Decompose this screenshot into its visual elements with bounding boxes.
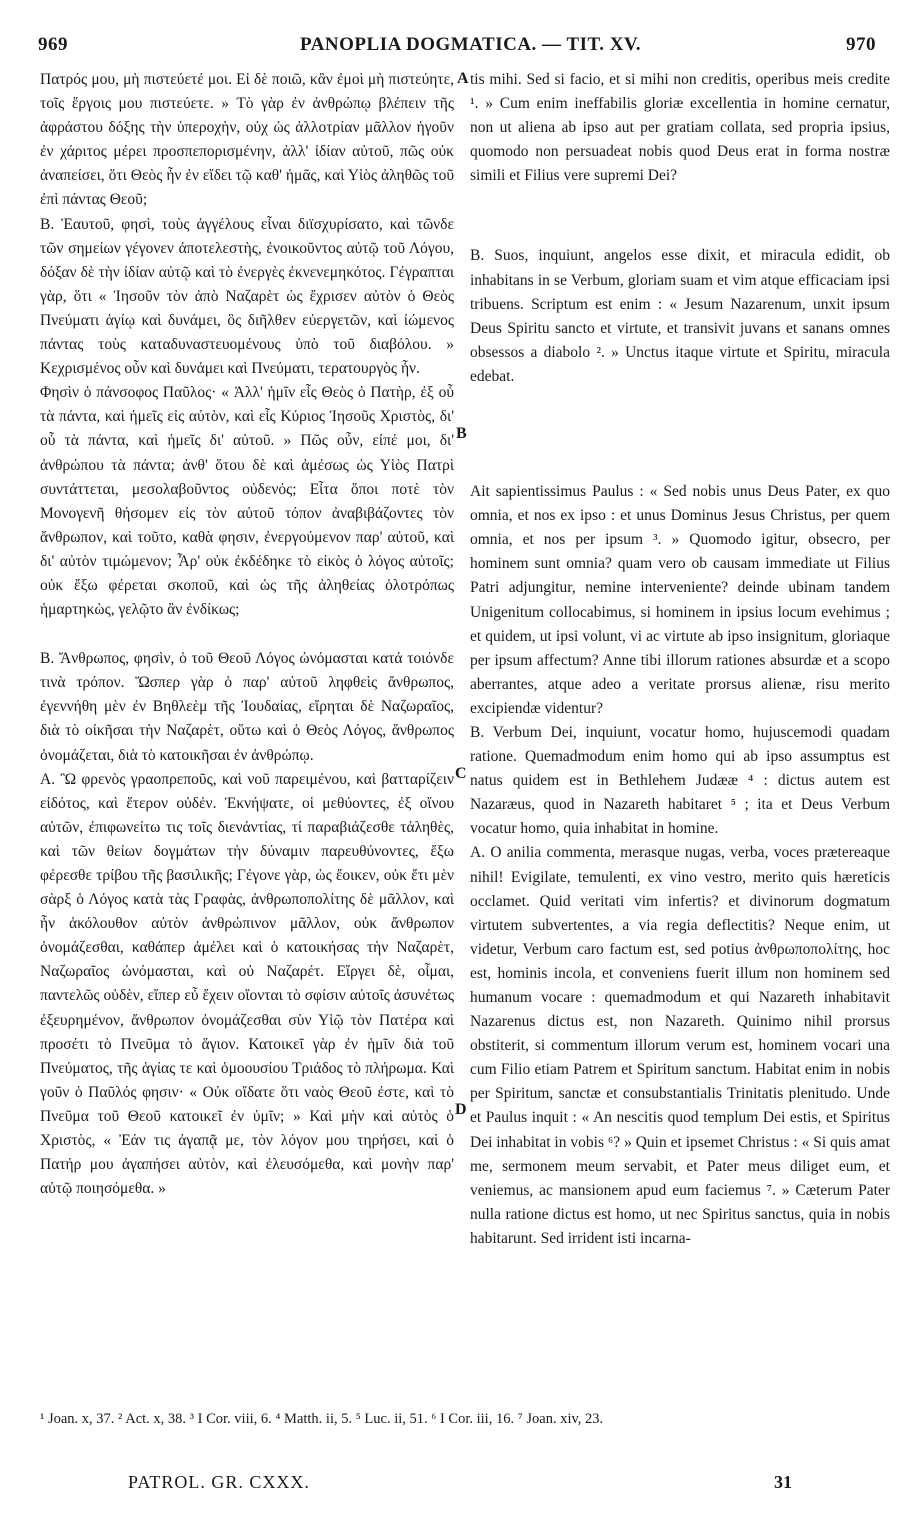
latin-paragraph-1: tis mihi. Sed si facio, et si mihi non creditis, operibus meis credite ¹. » Cum enim ineffabilis gloriæ excellentia in homine cernatur, non ut aliena ab ipso aut per gratiam collata, sed propria ipsius, quomodo non persuadeat nobis quod Deus erat in forma nostræ simili et Filius vere supremi Dei? [470, 71, 890, 185]
footer-volume-label: PATROL. GR. CXXX. [128, 1472, 310, 1492]
greek-paragraph-4: Β. Ἄνθρωπος, φησὶν, ὁ τοῦ Θεοῦ Λόγος ὠνόμασται κατά τοιόνδε τινὰ τρόπον. Ὥσπερ γὰρ ὁ παρ' αὐτοῦ ληφθεὶς ἄνθρωπος, ἐγεννήθη μὲν ἐν Βηθλεὲμ τῆς Ἰουδαίας, εἴρηται δὲ Ναζωραῖος, διὰ τὸ οἰκῆσαι τὴν Ναζαρὲτ, οὕτω καὶ ὁ Θεὸς Λόγος, ἄνθρωπος ὀνομάζεται, διὰ τὸ κατοικῆσαι ἐν ἀνθρώπῳ. [40, 650, 454, 764]
greek-text-column [40, 68, 454, 1201]
margin-marker-a: A [457, 70, 469, 87]
footnotes: ¹ Joan. x, 37. ² Act. x, 38. ³ I Cor. viii, 6. ⁴ Matth. ii, 5. ⁵ Luc. ii, 51. ⁶ I Cor. iii, 16. ⁷ Joan. xiv, 23. [40, 1411, 604, 1427]
latin-paragraph-4: B. Verbum Dei, inquiunt, vocatur homo, hujuscemodi quadam ratione. Quemadmodum enim homo qui ab ipso assumptus est natus quidem est in Bethlehem Judææ ⁴ : dictus autem est Nazaræus, quod in Nazareth habitaret ⁵ ; ita et Deus Verbum vocatur homo, quia inhabitat in homine. [470, 723, 890, 838]
column-number-left: 969 [38, 34, 68, 55]
margin-marker-c: C [455, 765, 467, 782]
running-title: PANOPLIA DOGMATICA. — TIT. XV. [300, 34, 642, 55]
greek-paragraph-3: Φησὶν ὁ πάνσοφος Παῦλος· « Ἀλλ' ἡμῖν εἷς Θεὸς ὁ Πατὴρ, ἐξ οὗ τὰ πάντα, καὶ ἡμεῖς εἰς αὐτὸν, καὶ εἷς Κύριος Ἰησοῦς Χριστὸς, δι' οὗ τὰ πάντα, καὶ ἡμεῖς δι' αὐτοῦ. » Πῶς οὖν, εἰπέ μοι, δι' ἀνθρώπου τὰ πάντα; ἀνθ' ὅτου δὲ καὶ ἀμέσως ὡς Υἱὸς Πατρὶ συντάττεται, μεσολαβοῦντος οὐδενός; Εἶτα ὅποι ποτὲ τὸν Μονογενῆ θήσομεν εἰς τὸν αὐτοῦ τόπον ἀναβιβάζοντες τὸν ἄνθρωπον, καὶ τοῦτο, καθὰ φησιν, ἐνεργούμενον παρ' αὐτοῦ, καὶ δι' αὐτὸν τιμώμενον; Ἆρ' οὐκ ἐκδέδηκε τὸ εἰκὸς ὁ λόγος αὐτοῖς; οὐκ ἔξω φέρεται σκοποῦ, καὶ ὡς τῆς ἀληθείας ὁλοτρόπως ἡμαρτηκὼς, γελῷτο ἂν ἐνδίκως; [40, 384, 454, 619]
margin-marker-d: D [455, 1101, 467, 1118]
latin-paragraph-3: Ait sapientissimus Paulus : « Sed nobis unus Deus Pater, ex quo omnia, et nos ex ipso : et unus Dominus Jesus Christus, per quem omnia, et nos per ipsum ³. » Quomodo igitur, obsecro, per hominem sunt omnia? quam vero ob causam immediate ut Filius Patri adjungitur, nemine interveniente? deinde ubinam tandem Unigenitum collocabimus, si hominem in ipsius locum evehimus ; et quidem, ut ipsi volunt, vi ac virtute ab ipso insignitum, gloriaque per ipsum affectum? Anne tibi illorum rationes absurdæ et a scopo aberrantes, atque adeo a veritate prorsus alienæ, risu merito excipiendæ videntur? [470, 483, 890, 717]
margin-marker-b: B [456, 425, 467, 442]
greek-paragraph-1: Πατρός μου, μὴ πιστεύετέ μοι. Εἰ δὲ ποιῶ, κἂν ἐμοὶ μὴ πιστεύητε, τοῖς ἔργοις μου πιστεύετε. » Τὸ γὰρ ἐν ἀνθρώπῳ βλέπειν τῆς ἀφράστου δόξης τὴν ὑπεροχὴν, οὐχ ὡς ἀλλοτρίαν μᾶλλον ἡγοῦν ἐν χάριτος μέρει προσπεπορισμένην, ἀλλ' ἰδίαν αὐτοῦ, πῶς οὐκ ἀναπείσει, ὅτι Θεὸς ἦν ἐν εἴδει τῷ καθ' ἡμᾶς, καὶ Υἱὸς ἀληθῶς τοῦ ἐπὶ πάντας Θεοῦ; [40, 71, 454, 209]
greek-paragraph-5: Α. Ὢ φρενὸς γραοπρεποῦς, καὶ νοῦ παρειμένου, καὶ βατταρίζειν εἰδότος, καὶ ἕτερον οὐδέν. Ἐκνήψατε, οἱ μεθύοντες, ἐξ οἴνου αὐτῶν, ἐπιφωνείτω τις τοῖς διενάντίας, τί παραβιάζεσθε τἀληθὲς, καὶ τῶν θείων δογμάτων τὴν δύναμιν παρευθύνοντες, ἔξω φέρεσθε τρίβου τῆς βασιλικῆς; Γέγονε γὰρ, ὡς ἔοικεν, οὐκ ἔτι μὲν σὰρξ ὁ Λόγος κατὰ τὰς Γραφὰς, ἀνθρωποπολίτης δὲ μᾶλλον, καὶ ἦν ἀκόλουθον αὐτὸν ἀνθρώπινον μᾶλλον, οὐκ ἄνθρωπον ὀνομάζεσθαι, καθάπερ ἀμέλει καὶ ὁ κατοικήσας τὴν Ναζαρὲτ, Ναζωραῖος ὠνόμασται, καὶ οὐ Ναζαρέτ. Εἴργει δὲ, οἶμαι, παντελῶς οὐδὲν, εἴπερ εὖ ἔχειν οἴονται τὸ σφίσιν αὐτοῖς ἀσυνέτως ἐξευρημένον, ἄνθρωπον ὀνομάζεσθαι σὺν Υἱῷ τὸν Πατέρα καὶ προσέτι τὸ Πνεῦμα τὸ ἅγιον. Κατοικεῖ γὰρ ἐν ἡμῖν διὰ τοῦ Πνεύματος, τῆς ἁγίας τε καὶ ὁμοουσίου Τριάδος τὸ πλήρωμα. Καὶ γοῦν ὁ Παῦλός φησιν· « Οὐκ οἴδατε ὅτι ναὸς Θεοῦ ἐστε, καὶ τὸ Πνεῦμα τοῦ Θεοῦ κατοικεῖ ἐν ὑμῖν; » Καὶ μὴν καὶ αὐτὸς ὁ Χριστὸς, « Ἐάν τις ἀγαπᾷ με, τὸν λόγον μου τηρήσει, καὶ ὁ Πατήρ μου ἀγαπήσει αὐτὸν, καὶ ἐλευσόμεθα, καὶ μονὴν παρ' αὐτῷ ποιησόμεθα. » [40, 770, 454, 1198]
latin-paragraph-5: A. O anilia commenta, merasque nugas, verba, voces prætereaque nihil! Evigilate, temulenti, ex vino vestro, merito quis hæreticis occlamet. Quid veritati vim infertis? et divinorum dogmatum virtutem subvertentes, a via regia deflectitis? Neque enim, ut videtur, Verbum caro factum est, sed potius ἀνθρωποπολίτης, hoc est, hominis incola, et conveniens fuerit illum non hominem sed humanum vocare : quemadmodum et qui Nazareth inhabitavit Nazarenus dictus est, non Nazareth. Quinimo nihil prorsus obstiterit, si commentum illorum verum est, hominem vocari una cum Filio etiam Patrem et Spiritum sanctum. Habitat enim in nobis per Spiritum, sanctæ et consubstantialis Trinitatis plenitudo. Unde et Paulus inquit : « An nescitis quod templum Dei estis, et Spiritus Dei inhabitat in vobis ⁶? » Quin et ipsemet Christus : « Si quis amat me, sermonem meum servabit, et Pater meus diliget eum, et veniemus, ac mansionem apud eum faciemus ⁷. » Cæterum Pater nulla ratione dictus est homo, ut nec Spiritus sanctus, quia in nobis habitarunt. Sed irrident isti incarna- [470, 844, 890, 1247]
latin-paragraph-2: B. Suos, inquiunt, angelos esse dixit, et miracula edidit, ob inhabitans in se Verbum, gloriam suam et vim atque efficaciam ipsi tribuens. Scriptum est enim : « Jesum Nazarenum, unxit ipsum Deus Spiritu sancto et virtute, et transivit juvans et sanans omnes obsessos a diabolo ². » Unctus itaque virtute et Spiritu, miracula edebat. [470, 247, 890, 385]
greek-paragraph-2: Β. Ἑαυτοῦ, φησὶ, τοὺς ἀγγέλους εἶναι διϊσχυρίσατο, καὶ τῶνδε τῶν σημείων γέγονεν ἀποτελεστὴς, ἐνοικοῦντος αὐτῷ τοῦ Λόγου, δόξαν δὲ τὴν ἰδίαν αὐτῷ καὶ τὸ ἐνεργὲς ἐκνενεμηκότος. Γέγραπται γὰρ, ὅτι « Ἰησοῦν τὸν ἀπὸ Ναζαρὲτ ὡς ἔχρισεν αὐτὸν ὁ Θεὸς Πνεύματι ἁγίῳ καὶ δυνάμει, ὃς διῆλθεν εὐεργετῶν, καὶ ἰώμενος πάντας τοὺς καταδυναστευομένους ὑπὸ τοῦ διαβόλου. » Κεχρισμένος οὖν καὶ δυνάμει καὶ Πνεύματι, τερατουργὸς ἦν. [40, 215, 454, 378]
latin-text-column [470, 68, 890, 1251]
footer-signature-number: 31 [774, 1472, 792, 1492]
column-number-right: 970 [846, 34, 876, 55]
